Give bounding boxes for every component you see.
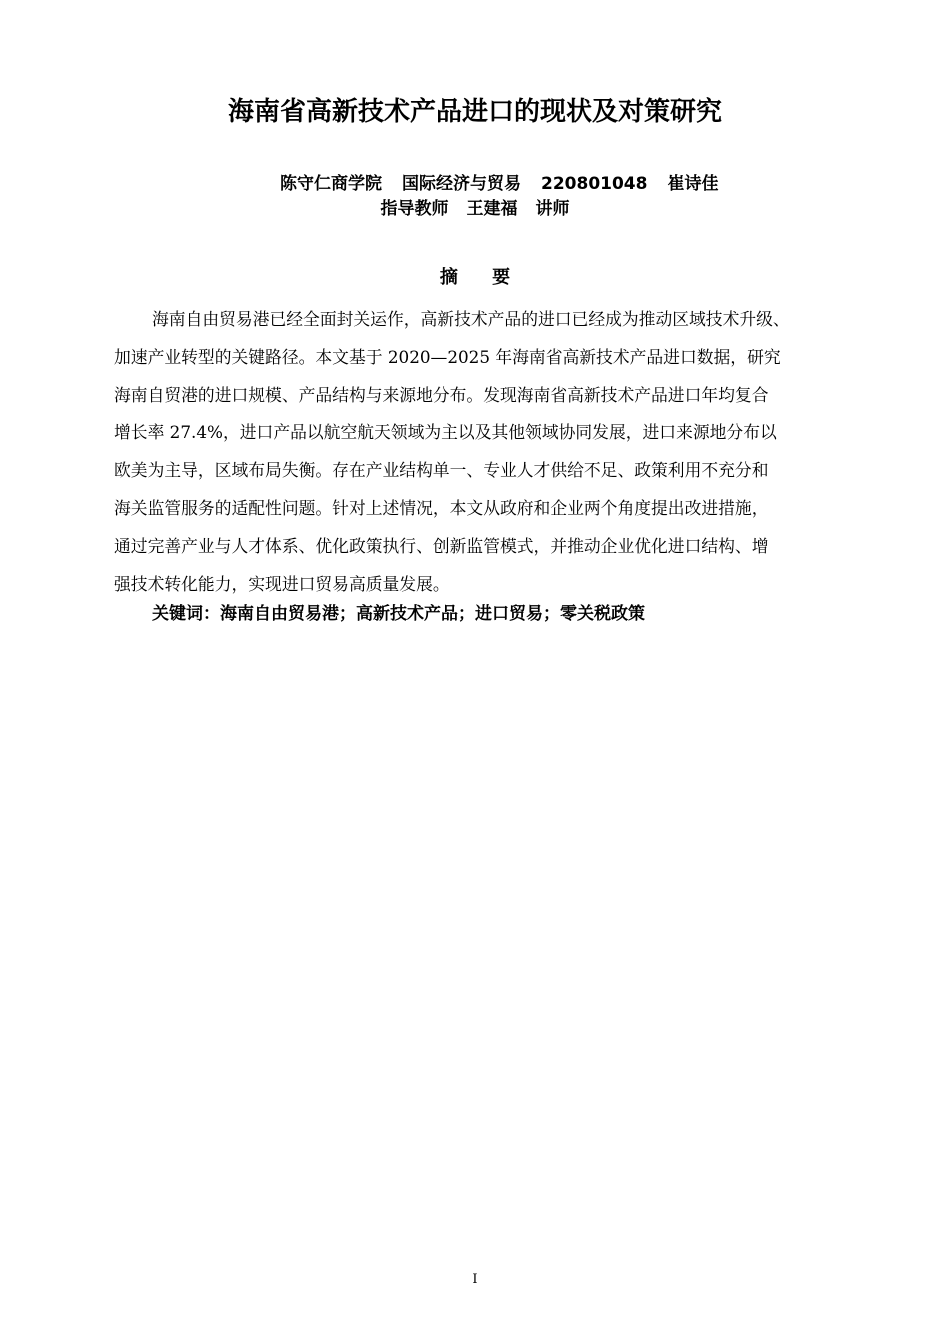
- author-major: 国际经济与贸易: [402, 174, 521, 194]
- page-number: I: [472, 1272, 478, 1287]
- abstract-line: 欧美为主导，区域布局失衡。存在产业结构单一、专业人才供给不足、政策利用不充分和: [114, 460, 769, 481]
- abstract-line: 加速产业转型的关键路径。本文基于 2020—2025 年海南省高新技术产品进口数据，研究: [114, 346, 781, 367]
- abstract-line: 海南自由贸易港已经全面封关运作，高新技术产品的进口已经成为推动区域技术升级、: [152, 309, 790, 329]
- author-name: 崔诗佳: [667, 174, 719, 194]
- advisor-rank: 讲师: [535, 199, 570, 219]
- advisor-name: 王建福: [466, 199, 518, 219]
- keywords: 关键词：海南自由贸易港；高新技术产品；进口贸易；零关税政策: [152, 604, 645, 624]
- abstract-line: 通过完善产业与人才体系、优化政策执行、创新监管模式，并推动企业优化进口结构、增: [114, 535, 769, 556]
- abstract-line: 海关监管服务的适配性问题。针对上述情况，本文从政府和企业两个角度提出改进措施，: [114, 497, 769, 518]
- abstract-line: 增长率 27.4%，进口产品以航空航天领域为主以及其他领域协同发展，进口来源地分布以: [114, 422, 777, 443]
- advisor-info: [0, 197, 950, 221]
- author-info: [280, 172, 800, 196]
- abstract-heading: 摘 要: [439, 267, 525, 288]
- advisor-label: 指导教师: [380, 199, 449, 219]
- author-student-id: 220801048: [541, 174, 648, 194]
- abstract-line: 海南自贸港的进口规模、产品结构与来源地分布。发现海南省高新技术产品进口年均复合: [114, 384, 769, 405]
- abstract-line: 强技术转化能力，实现进口贸易高质量发展。: [114, 573, 450, 594]
- author-college: 陈守仁商学院: [280, 174, 382, 194]
- abstract-body: [114, 301, 874, 603]
- paper-title: 海南省高新技术产品进口的现状及对策研究: [227, 97, 722, 127]
